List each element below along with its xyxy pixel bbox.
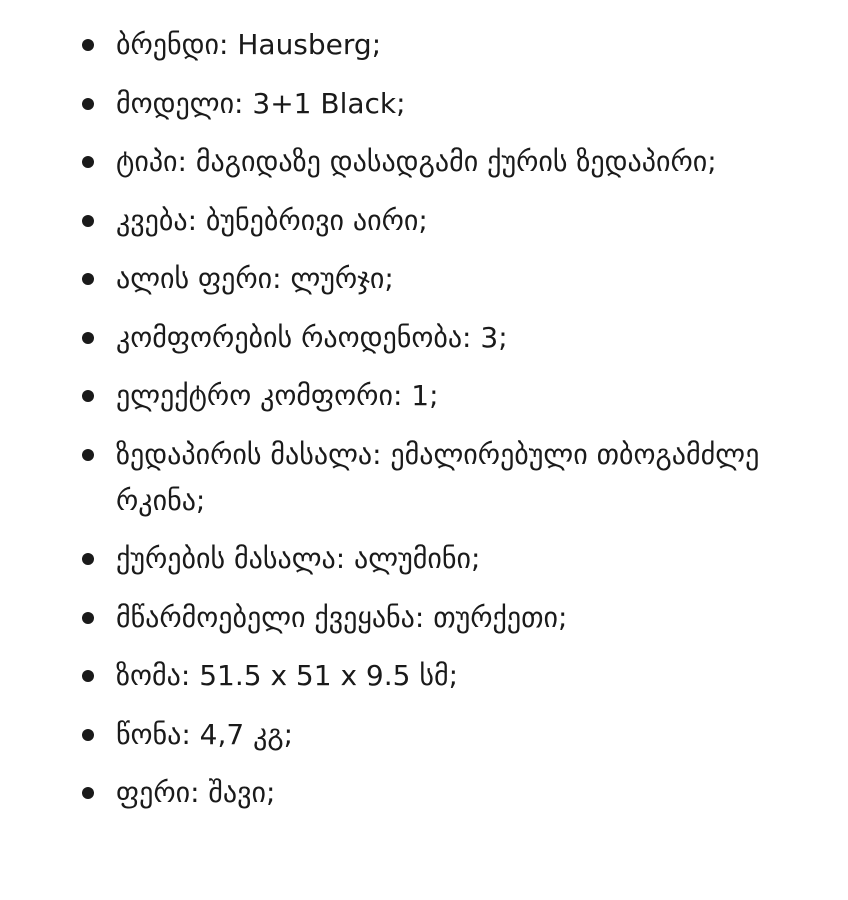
spec-item-weight	[0, 712, 848, 758]
spec-text: ქურების მასალა: ალუმინი;	[116, 542, 481, 575]
bullet-icon	[82, 670, 94, 682]
spec-item-burner-material	[0, 536, 848, 582]
spec-text: წონა: 4,7 კგ;	[116, 717, 294, 751]
bullet-icon	[82, 332, 94, 344]
spec-item-dimensions	[0, 653, 848, 699]
spec-item-model	[0, 81, 848, 127]
spec-item-country	[0, 595, 848, 641]
spec-text: კვება: ბუნებრივი აირი;	[116, 203, 428, 237]
spec-item-color	[0, 770, 848, 816]
spec-text: ფერი: შავი;	[116, 776, 276, 809]
bullet-icon	[82, 98, 94, 110]
spec-item-burner-count	[0, 315, 848, 361]
spec-text: კომფორების რაოდენობა: 3;	[116, 320, 508, 354]
spec-item-surface-material	[0, 432, 848, 524]
spec-list	[0, 22, 848, 829]
spec-item-power	[0, 198, 848, 244]
bullet-icon	[82, 787, 94, 799]
spec-text: ელექტრო კომფორი: 1;	[116, 379, 439, 412]
spec-text: ბრენდი: Hausberg;	[116, 28, 382, 61]
bullet-icon	[82, 729, 94, 741]
spec-text: მოდელი: 3+1 Black;	[116, 86, 406, 120]
bullet-icon	[82, 156, 94, 168]
spec-text: ტიპი: მაგიდაზე დასადგამი ქურის ზედაპირი;	[116, 145, 717, 178]
spec-item-brand	[0, 22, 848, 68]
bullet-icon	[82, 612, 94, 624]
bullet-icon	[82, 553, 94, 565]
bullet-icon	[82, 390, 94, 402]
bullet-icon	[82, 39, 94, 51]
bullet-icon	[82, 449, 94, 461]
spec-text: მწარმოებელი ქვეყანა: თურქეთი;	[116, 600, 568, 634]
spec-item-electric-burner	[0, 373, 848, 419]
bullet-icon	[82, 215, 94, 227]
spec-text: ზომა: 51.5 x 51 x 9.5 სმ;	[116, 659, 459, 692]
spec-item-flame-color	[0, 256, 848, 302]
spec-text: ალის ფერი: ლურჯი;	[116, 262, 394, 295]
bullet-icon	[82, 273, 94, 285]
spec-text: ზედაპირის მასალა: ემალირებული თბოგამძლე რკინა;	[116, 437, 760, 517]
spec-item-type	[0, 139, 848, 185]
